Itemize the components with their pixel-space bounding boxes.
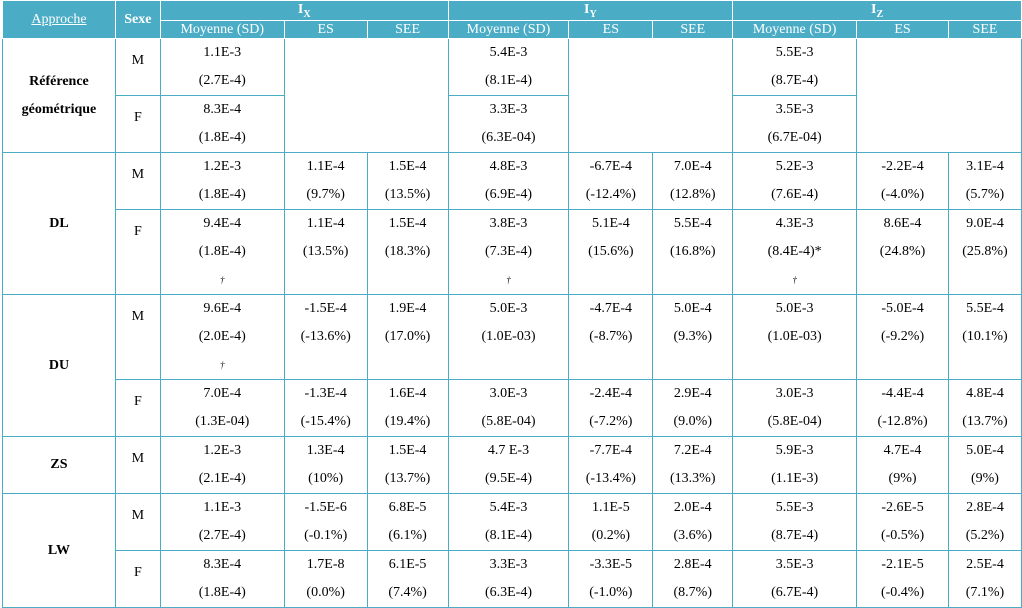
mean-cell: 5.4E-3 (8.1E-4) [448, 39, 569, 96]
es-cell: -4.4E-4 (-12.8%) [857, 380, 949, 437]
mean-cell: 1.2E-3 (1.8E-4) [160, 153, 284, 210]
group-label-du: DU [3, 295, 116, 437]
mean-cell: 1.1E-3 (2.7E-4) [160, 494, 284, 551]
es-cell: -5.0E-4 (-9.2%) [857, 295, 949, 380]
mean-cell: 3.8E-3 (7.3E-4) † [448, 210, 569, 295]
table-row [3, 380, 1022, 437]
es-cell: -2.6E-5 (-0.5%) [857, 494, 949, 551]
mean-cell: 5.0E-3 (1.0E-03) [448, 295, 569, 380]
subheader-see: SEE [367, 21, 448, 39]
see-cell: 2.8E-4 (5.2%) [948, 494, 1021, 551]
empty-cell [569, 39, 733, 153]
es-cell: 1.1E-4 (13.5%) [284, 210, 367, 295]
sex-cell: F [115, 551, 160, 608]
mean-cell: 8.3E-4 (1.8E-4) [160, 96, 284, 153]
mean-cell: 5.2E-3 (7.6E-4) [733, 153, 857, 210]
mean-cell: 4.7 E-3 (9.5E-4) [448, 437, 569, 494]
see-cell: 3.1E-4 (5.7%) [948, 153, 1021, 210]
group-label-reference: Référence géométrique [3, 39, 116, 153]
es-cell: -3.3E-5 (-1.0%) [569, 551, 653, 608]
see-cell: 4.8E-4 (13.7%) [948, 380, 1021, 437]
empty-cell [284, 39, 448, 153]
see-cell: 5.5E-4 (16.8%) [653, 210, 733, 295]
group-label-dl: DL [3, 153, 116, 295]
es-cell: -4.7E-4 (-8.7%) [569, 295, 653, 380]
see-cell: 1.9E-4 (17.0%) [367, 295, 448, 380]
mean-cell: 5.0E-3 (1.0E-03) [733, 295, 857, 380]
header-row [3, 1, 1022, 21]
see-cell: 6.1E-5 (7.4%) [367, 551, 448, 608]
es-cell: -1.5E-6 (-0.1%) [284, 494, 367, 551]
sex-cell: M [115, 153, 160, 210]
es-cell: -2.2E-4 (-4.0%) [857, 153, 949, 210]
es-cell: -6.7E-4 (-12.4%) [569, 153, 653, 210]
see-cell: 7.2E-4 (13.3%) [653, 437, 733, 494]
sex-cell: M [115, 494, 160, 551]
subheader-see: SEE [653, 21, 733, 39]
table-row [3, 153, 1022, 210]
mean-cell: 9.6E-4 (2.0E-4) † [160, 295, 284, 380]
see-cell: 2.9E-4 (9.0%) [653, 380, 733, 437]
iy-header: $I_Y$ [448, 1, 733, 21]
mean-cell: 5.4E-3 (8.1E-4) [448, 494, 569, 551]
see-cell: 2.0E-4 (3.6%) [653, 494, 733, 551]
mean-cell: 3.0E-3 (5.8E-04) [448, 380, 569, 437]
es-cell: 5.1E-4 (15.6%) [569, 210, 653, 295]
empty-cell [857, 39, 1022, 153]
see-cell: 9.0E-4 (25.8%) [948, 210, 1021, 295]
sexe-header: Sexe [115, 1, 160, 39]
group-label-lw: LW [3, 494, 116, 608]
see-cell: 6.8E-5 (6.1%) [367, 494, 448, 551]
es-cell: -1.5E-4 (-13.6%) [284, 295, 367, 380]
es-cell: 4.7E-4 (9%) [857, 437, 949, 494]
es-cell: -2.1E-5 (-0.4%) [857, 551, 949, 608]
dagger-mark: † [506, 275, 511, 285]
sex-cell: F [115, 380, 160, 437]
es-cell: 1.1E-5 (0.2%) [569, 494, 653, 551]
table-row [3, 551, 1022, 608]
results-table [2, 0, 1022, 608]
see-cell: 5.0E-4 (9%) [948, 437, 1021, 494]
mean-cell: 1.1E-3 (2.7E-4) [160, 39, 284, 96]
mean-cell: 7.0E-4 (1.3E-04) [160, 380, 284, 437]
mean-cell: 3.3E-3 (6.3E-04) [448, 96, 569, 153]
es-cell: 1.3E-4 (10%) [284, 437, 367, 494]
mean-cell: 3.5E-3 (6.7E-4) [733, 551, 857, 608]
mean-cell: 5.5E-3 (8.7E-4) [733, 494, 857, 551]
es-cell: 8.6E-4 (24.8%) [857, 210, 949, 295]
approche-header[interactable]: Approche [3, 1, 116, 39]
subheader-see: SEE [948, 21, 1021, 39]
es-cell: -1.3E-4 (-15.4%) [284, 380, 367, 437]
see-cell: 2.8E-4 (8.7%) [653, 551, 733, 608]
mean-cell: 5.9E-3 (1.1E-3) [733, 437, 857, 494]
es-cell: -2.4E-4 (-7.2%) [569, 380, 653, 437]
es-cell: 1.7E-8 (0.0%) [284, 551, 367, 608]
subheader-mean: Moyenne (SD) [448, 21, 569, 39]
see-cell: 1.5E-4 (18.3%) [367, 210, 448, 295]
mean-cell: 5.5E-3 (8.7E-4) [733, 39, 857, 96]
mean-cell: 3.0E-3 (5.8E-04) [733, 380, 857, 437]
table-row [3, 210, 1022, 295]
mean-cell: 3.3E-3 (6.3E-4) [448, 551, 569, 608]
sex-cell: M [115, 295, 160, 380]
see-cell: 7.0E-4 (12.8%) [653, 153, 733, 210]
mean-cell: 4.8E-3 (6.9E-4) [448, 153, 569, 210]
mean-cell: 3.5E-3 (6.7E-04) [733, 96, 857, 153]
table-row [3, 437, 1022, 494]
table-row [3, 39, 1022, 96]
es-cell: -7.7E-4 (-13.4%) [569, 437, 653, 494]
mean-cell: 1.2E-3 (2.1E-4) [160, 437, 284, 494]
subheader-mean: Moyenne (SD) [733, 21, 857, 39]
mean-cell: 9.4E-4 (1.8E-4) † [160, 210, 284, 295]
see-cell: 5.5E-4 (10.1%) [948, 295, 1021, 380]
ix-header: $I_X$ [160, 1, 448, 21]
es-cell: 1.1E-4 (9.7%) [284, 153, 367, 210]
sex-cell: M [115, 39, 160, 96]
subheader-mean: Moyenne (SD) [160, 21, 284, 39]
table-row [3, 295, 1022, 380]
iz-header: $I_Z$ [733, 1, 1022, 21]
subheader-es: ES [857, 21, 949, 39]
dagger-mark: † [792, 275, 797, 285]
dagger-mark: † [220, 275, 225, 285]
see-cell: 5.0E-4 (9.3%) [653, 295, 733, 380]
subheader-es: ES [569, 21, 653, 39]
sex-cell: F [115, 210, 160, 295]
mean-cell: 8.3E-4 (1.8E-4) [160, 551, 284, 608]
table-row [3, 494, 1022, 551]
see-cell: 1.5E-4 (13.5%) [367, 153, 448, 210]
see-cell: 2.5E-4 (7.1%) [948, 551, 1021, 608]
mean-cell: 4.3E-3 (8.4E-4)* † [733, 210, 857, 295]
sex-cell: M [115, 437, 160, 494]
see-cell: 1.5E-4 (13.7%) [367, 437, 448, 494]
subheader-es: ES [284, 21, 367, 39]
sex-cell: F [115, 96, 160, 153]
group-label-zs: ZS [3, 437, 116, 494]
dagger-mark: † [220, 360, 225, 370]
see-cell: 1.6E-4 (19.4%) [367, 380, 448, 437]
